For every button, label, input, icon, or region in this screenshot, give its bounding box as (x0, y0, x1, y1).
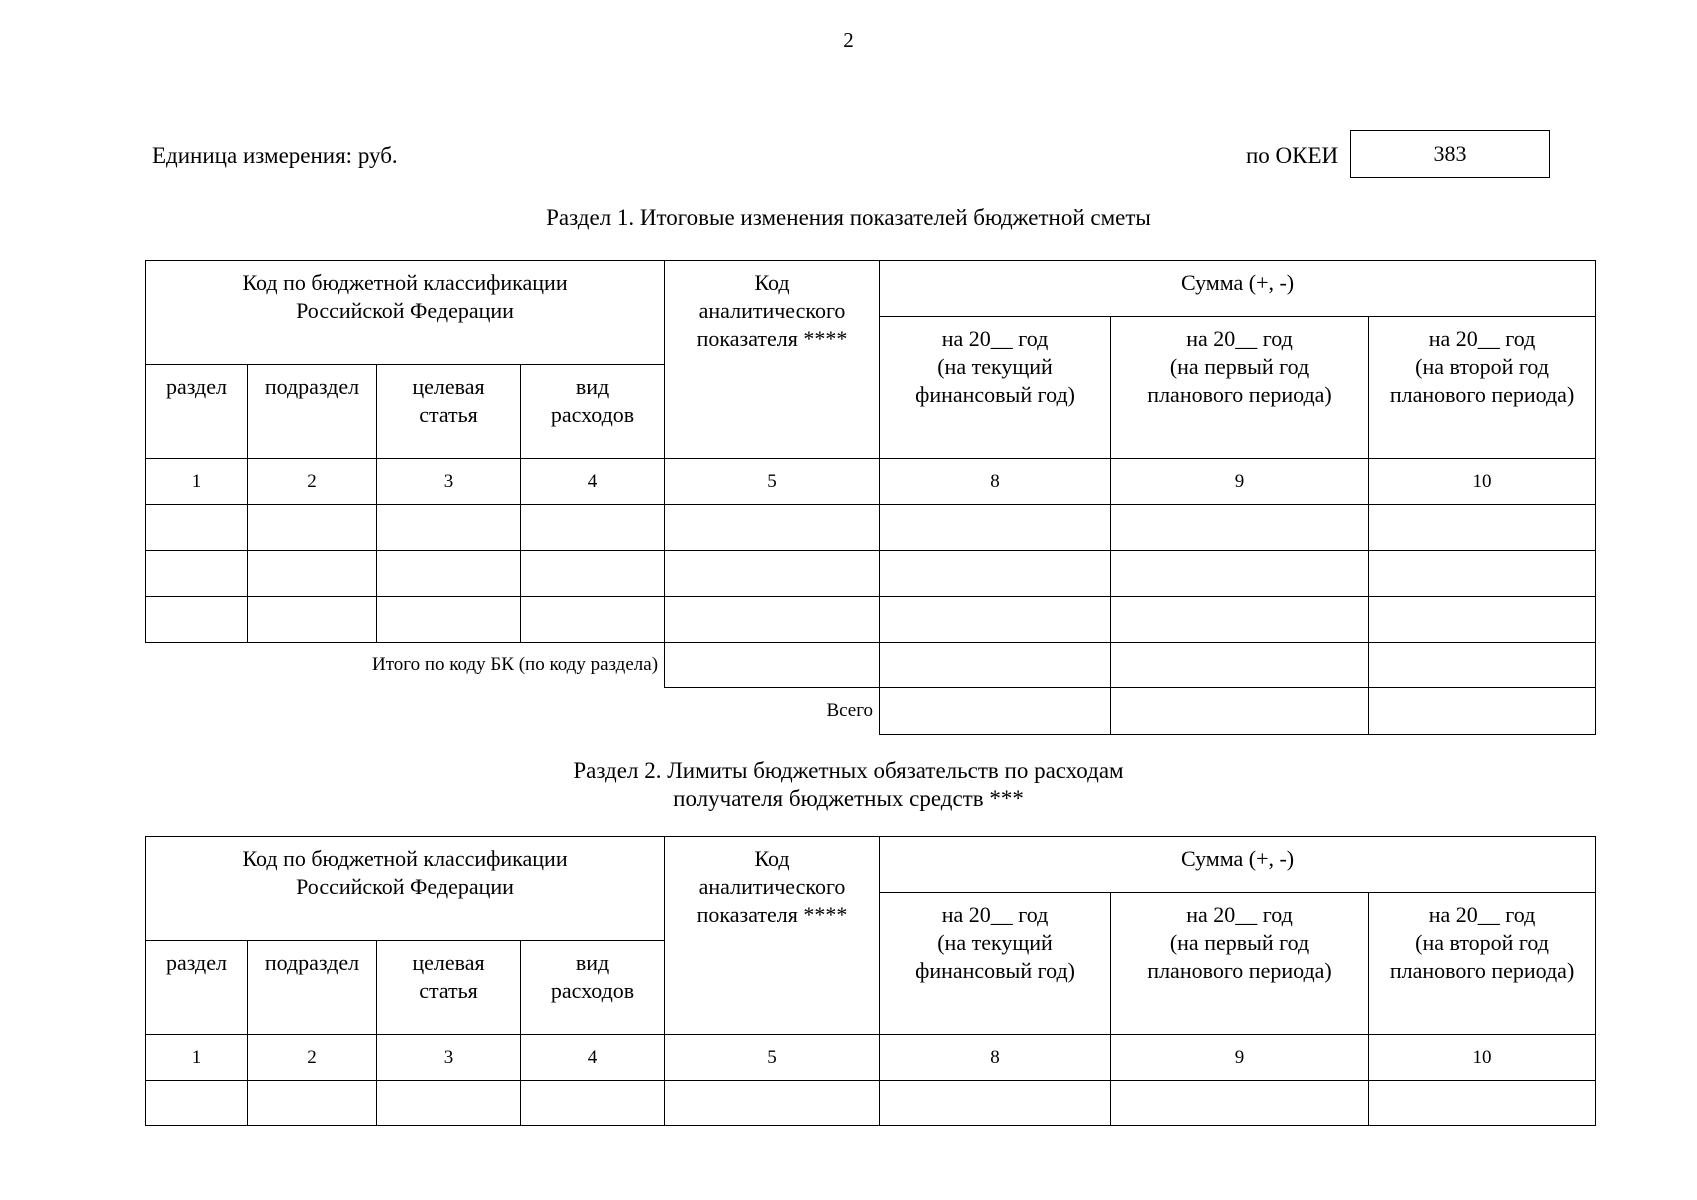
year1-header: на 20__ год (на текущий финансовый год) (880, 317, 1111, 459)
input-cell[interactable] (248, 597, 377, 643)
bk-code-header: Код по бюджетной классификации Российской Федерации (146, 837, 665, 941)
sum-header: Сумма (+, -) (880, 261, 1596, 317)
year3-header: на 20__ год (на второй год планового периода) (1369, 317, 1596, 459)
column-number: 3 (377, 1035, 521, 1081)
input-cell[interactable] (880, 1081, 1111, 1126)
input-cell[interactable] (248, 551, 377, 597)
year3-header: на 20__ год (на второй год планового периода) (1369, 893, 1596, 1035)
bk-code-header: Код по бюджетной классификации Российской Федерации (146, 261, 665, 365)
tselevaya-header: целевая статья (377, 365, 521, 459)
input-cell[interactable] (1111, 643, 1369, 688)
input-cell[interactable] (1111, 505, 1369, 551)
podrazdel-header: подраздел (248, 941, 377, 1035)
input-cell[interactable] (248, 1081, 377, 1126)
input-cell[interactable] (146, 505, 248, 551)
input-cell[interactable] (146, 551, 248, 597)
input-cell[interactable] (1369, 1081, 1596, 1126)
input-cell[interactable] (377, 1081, 521, 1126)
column-number: 3 (377, 459, 521, 505)
column-number: 2 (248, 459, 377, 505)
input-cell[interactable] (1111, 688, 1369, 735)
year1-header: на 20__ год (на текущий финансовый год) (880, 893, 1111, 1035)
input-cell[interactable] (665, 597, 880, 643)
column-number: 10 (1369, 459, 1596, 505)
column-number: 1 (146, 1035, 248, 1081)
input-cell[interactable] (880, 597, 1111, 643)
column-number: 4 (521, 459, 665, 505)
input-cell[interactable] (1369, 505, 1596, 551)
column-numbers-row (146, 1035, 1596, 1081)
input-cell[interactable] (880, 688, 1111, 735)
table-row (146, 597, 1596, 643)
column-number: 9 (1111, 459, 1369, 505)
page-number: 2 (843, 28, 854, 52)
input-cell[interactable] (521, 1081, 665, 1126)
section2-table (145, 836, 1596, 1126)
input-cell[interactable] (248, 505, 377, 551)
tselevaya-header: целевая статья (377, 941, 521, 1035)
input-cell[interactable] (665, 1081, 880, 1126)
column-number: 10 (1369, 1035, 1596, 1081)
vid-header: вид расходов (521, 941, 665, 1035)
razdel-header: раздел (146, 941, 248, 1035)
grand-total-row (146, 688, 1596, 735)
sum-header: Сумма (+, -) (880, 837, 1596, 893)
input-cell[interactable] (377, 505, 521, 551)
input-cell[interactable] (880, 551, 1111, 597)
input-cell[interactable] (1369, 597, 1596, 643)
section2-title: Раздел 2. Лимиты бюджетных обязательств по расходам получателя бюджетных средств *** (573, 758, 1124, 811)
total-by-code-row (146, 643, 1596, 688)
column-number: 1 (146, 459, 248, 505)
input-cell[interactable] (146, 1081, 248, 1126)
table-row (146, 1081, 1596, 1126)
input-cell[interactable] (521, 551, 665, 597)
input-cell[interactable] (521, 505, 665, 551)
razdel-header: раздел (146, 365, 248, 459)
podrazdel-header: подраздел (248, 365, 377, 459)
okei-code-value: 383 (1433, 141, 1467, 166)
input-cell[interactable] (521, 597, 665, 643)
vid-header: вид расходов (521, 365, 665, 459)
input-cell[interactable] (146, 597, 248, 643)
input-cell[interactable] (665, 551, 880, 597)
column-number: 5 (665, 459, 880, 505)
input-cell[interactable] (665, 505, 880, 551)
input-cell[interactable] (1369, 551, 1596, 597)
input-cell[interactable] (1111, 597, 1369, 643)
input-cell[interactable] (880, 505, 1111, 551)
column-number: 9 (1111, 1035, 1369, 1081)
table-row (146, 505, 1596, 551)
column-number: 2 (248, 1035, 377, 1081)
input-cell[interactable] (880, 643, 1111, 688)
analytic-code-header: Код аналитического показателя **** (665, 837, 880, 1035)
input-cell[interactable] (665, 643, 880, 688)
unit-label: Единица измерения: руб. (152, 143, 398, 168)
input-cell[interactable] (1111, 1081, 1369, 1126)
input-cell[interactable] (1111, 551, 1369, 597)
section1-title: Раздел 1. Итоговые изменения показателей бюджетной сметы (546, 205, 1151, 230)
column-number: 5 (665, 1035, 880, 1081)
year2-header: на 20__ год (на первый год планового периода) (1111, 317, 1369, 459)
table-row (146, 551, 1596, 597)
year2-header: на 20__ год (на первый год планового периода) (1111, 893, 1369, 1035)
total-by-code-label: Итого по коду БК (по коду раздела) (146, 643, 665, 688)
okei-label: по ОКЕИ (1246, 143, 1339, 168)
analytic-code-header: Код аналитического показателя **** (665, 261, 880, 459)
section1-table (145, 260, 1596, 735)
column-number: 8 (880, 1035, 1111, 1081)
input-cell[interactable] (1369, 643, 1596, 688)
column-number: 4 (521, 1035, 665, 1081)
column-numbers-row (146, 459, 1596, 505)
input-cell[interactable] (377, 597, 521, 643)
input-cell[interactable] (377, 551, 521, 597)
column-number: 8 (880, 459, 1111, 505)
okei-code-field[interactable] (1350, 130, 1550, 178)
grand-total-label: Всего (146, 688, 880, 735)
input-cell[interactable] (1369, 688, 1596, 735)
